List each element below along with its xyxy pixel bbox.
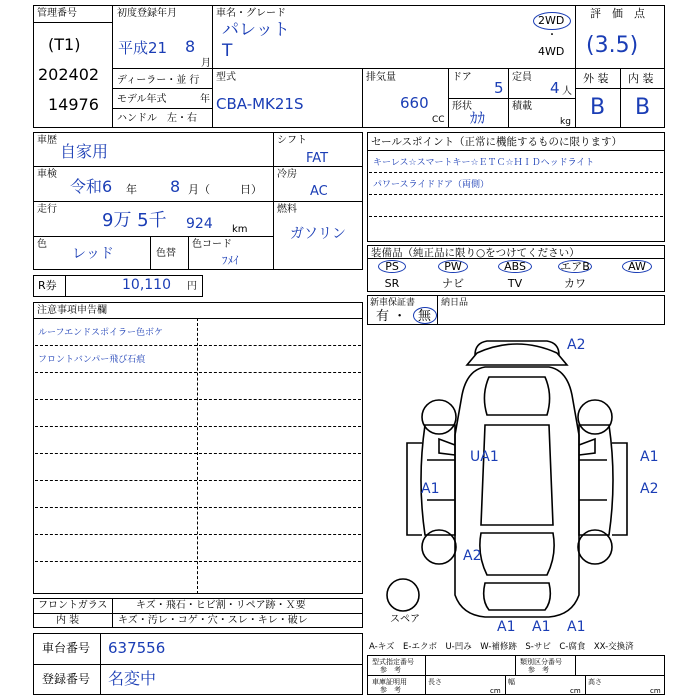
displacement-value: 660 xyxy=(400,94,429,112)
eval-label: 評 価 点 xyxy=(590,7,645,20)
model-year-unit: 年 xyxy=(200,94,210,105)
eq-pw: PW xyxy=(444,260,462,273)
mgmt-line1: (T1) xyxy=(48,35,81,54)
len-unit: cm xyxy=(490,687,501,695)
ext-grade: B xyxy=(590,95,606,120)
equipment-title: 装備品（純正品に限り○をつけてください） xyxy=(371,247,580,259)
chassis-label: 車台番号 xyxy=(42,641,91,655)
warranty-label: 新車保証書 xyxy=(370,298,416,308)
cert3-label: 車庫証明用 xyxy=(372,678,407,686)
damage-mark: A2 xyxy=(567,337,586,353)
recycle-unit: 円 xyxy=(187,281,197,292)
cert3-sub: 参 考 xyxy=(380,686,401,694)
int-grade: B xyxy=(635,95,651,120)
warranty-value: 有 ・ xyxy=(376,309,407,324)
cert1-label: 型式指定番号 xyxy=(372,658,414,666)
ac-label: 冷房 xyxy=(277,169,297,180)
type-value: CBA-MK21S xyxy=(216,95,304,113)
car-diagram xyxy=(367,325,665,635)
color-label: 色 xyxy=(37,239,47,250)
damage-mark: UA1 xyxy=(470,449,499,465)
inspection-label: 車検 xyxy=(37,169,57,180)
height-label: 高さ xyxy=(588,678,602,686)
width-unit: cm xyxy=(570,687,581,695)
damage-mark: A1 xyxy=(640,449,659,465)
car-grade: T xyxy=(222,41,233,61)
interior-label: 内 装 xyxy=(56,615,80,626)
interior-value: キズ・汚レ・コゲ・穴・スレ・キレ・破レ xyxy=(118,615,308,626)
inspection-month: 8 xyxy=(170,177,181,196)
damage-mark: A1 xyxy=(497,619,516,635)
door-value: 5 xyxy=(494,79,504,97)
recycle-box xyxy=(33,275,203,297)
notes-line2: フロントバンパー飛び石痕 xyxy=(38,355,146,365)
eq-sr: SR xyxy=(384,277,400,290)
regno-value: 名変中 xyxy=(108,669,157,688)
damage-mark: A2 xyxy=(640,481,659,497)
eq-ps: PS xyxy=(385,260,399,273)
inspection-era: 令和6 xyxy=(70,177,113,196)
damage-mark: A1 xyxy=(567,619,586,635)
dealer-label: ディーラー・並 行 xyxy=(117,75,200,86)
warranty-value-circled: 無 xyxy=(418,309,432,324)
drive-4wd: 4WD xyxy=(538,45,565,58)
glass-value: キズ・飛石・ヒビ割・リペア跡・Ｘ要 xyxy=(136,600,306,611)
mgmt-line2: 202402 xyxy=(38,65,100,84)
int-label: 内 装 xyxy=(628,72,654,85)
reg-era: 平成21 xyxy=(118,39,168,57)
ext-label: 外 装 xyxy=(583,72,609,85)
spare-label: スペア xyxy=(390,614,420,625)
recycle-label: R券 xyxy=(38,279,57,292)
capacity-unit: 人 xyxy=(562,86,572,97)
shape-value: ｶｶ xyxy=(470,109,486,127)
color-code-label: 色コード xyxy=(192,239,232,250)
capacity-value: 4 xyxy=(550,79,560,97)
reg-month-unit: 月 xyxy=(201,58,211,69)
damage-legend: A-キズ E-エクボ U-凹み W-補修跡 S-サビ C-腐食 XX-交換済 xyxy=(369,642,634,652)
chassis-value: 637556 xyxy=(108,639,166,657)
drive-2wd: 2WD xyxy=(538,14,565,27)
eq-navi: ナビ xyxy=(442,277,464,290)
ac-value: AC xyxy=(310,184,328,199)
displacement-unit: CC xyxy=(432,115,445,125)
shift-label: シフト xyxy=(277,135,307,146)
displacement-label: 排気量 xyxy=(366,72,396,83)
load-unit: kg xyxy=(560,117,571,127)
drive-sep: ・ xyxy=(547,30,557,41)
sales-line1: キーレス☆スマートキー☆ＥＴＣ☆ＨＩＤヘッドライト xyxy=(373,158,595,168)
mileage-label: 走行 xyxy=(37,204,57,215)
color-change-label: 色替 xyxy=(156,248,176,259)
color-value: レッド xyxy=(72,246,114,262)
delivery-label: 納日品 xyxy=(441,298,469,308)
eq-aw: AW xyxy=(628,260,646,273)
handle-label: ハンドル 左・右 xyxy=(117,113,197,124)
sales-line2: パワースライドドア（両側） xyxy=(373,180,490,190)
inspection-month-unit: 月（ xyxy=(188,183,210,196)
notes-line1: ルーフエンドスポイラー色ボケ xyxy=(38,328,164,338)
door-label: ドア xyxy=(452,72,472,83)
shift-value: FAT xyxy=(306,151,329,166)
model-year-label: モデル年式 xyxy=(117,94,167,105)
eq-leather: カワ xyxy=(564,277,586,290)
damage-mark: A1 xyxy=(421,481,440,497)
cert1-sub: 参 考 xyxy=(380,666,401,674)
cert2-label: 類別区分番号 xyxy=(520,658,562,666)
mileage-unit: km xyxy=(232,224,248,235)
inspection-year-unit: 年 xyxy=(126,183,137,196)
eq-abs: ABS xyxy=(504,260,526,273)
mgmt-label: 管理番号 xyxy=(37,8,77,19)
recycle-value: 10,110 xyxy=(122,277,171,293)
damage-mark: A2 xyxy=(463,548,482,564)
eq-airbag: エアB xyxy=(560,260,590,273)
mgmt-line3: 14976 xyxy=(48,95,99,114)
eq-tv: TV xyxy=(507,277,523,290)
len-label: 長さ xyxy=(428,678,442,686)
mileage-sub: 924 xyxy=(186,216,213,232)
sales-title: セールスポイント（正常に機能するものに限ります） xyxy=(371,136,623,148)
reg-label: 初度登録年月 xyxy=(117,8,177,19)
load-label: 積載 xyxy=(512,101,532,112)
height-unit: cm xyxy=(650,687,661,695)
eval-score: (3.5) xyxy=(586,33,639,58)
notes-title: 注意事項申告欄 xyxy=(37,305,107,316)
shape-label: 形状 xyxy=(452,101,472,112)
damage-mark: A1 xyxy=(532,619,551,635)
inspection-day-unit: 日） xyxy=(240,183,262,196)
mileage-main: 9万 5千 xyxy=(102,210,167,231)
history-label: 車歴 xyxy=(37,135,57,146)
regno-label: 登録番号 xyxy=(42,672,91,686)
fuel-label: 燃料 xyxy=(277,204,297,215)
car-name: パレット xyxy=(222,20,290,40)
width-label: 幅 xyxy=(508,678,515,686)
color-code-value: ﾌﾒｲ xyxy=(222,254,239,267)
cert2-sub: 参 考 xyxy=(528,666,549,674)
fuel-value: ガソリン xyxy=(290,226,346,242)
type-label: 型式 xyxy=(216,72,236,83)
history-value: 自家用 xyxy=(60,142,109,161)
capacity-label: 定員 xyxy=(512,72,532,83)
car-label: 車名・グレード xyxy=(216,8,286,19)
glass-label: フロントガラス xyxy=(38,600,108,611)
reg-month: 8 xyxy=(185,37,196,56)
